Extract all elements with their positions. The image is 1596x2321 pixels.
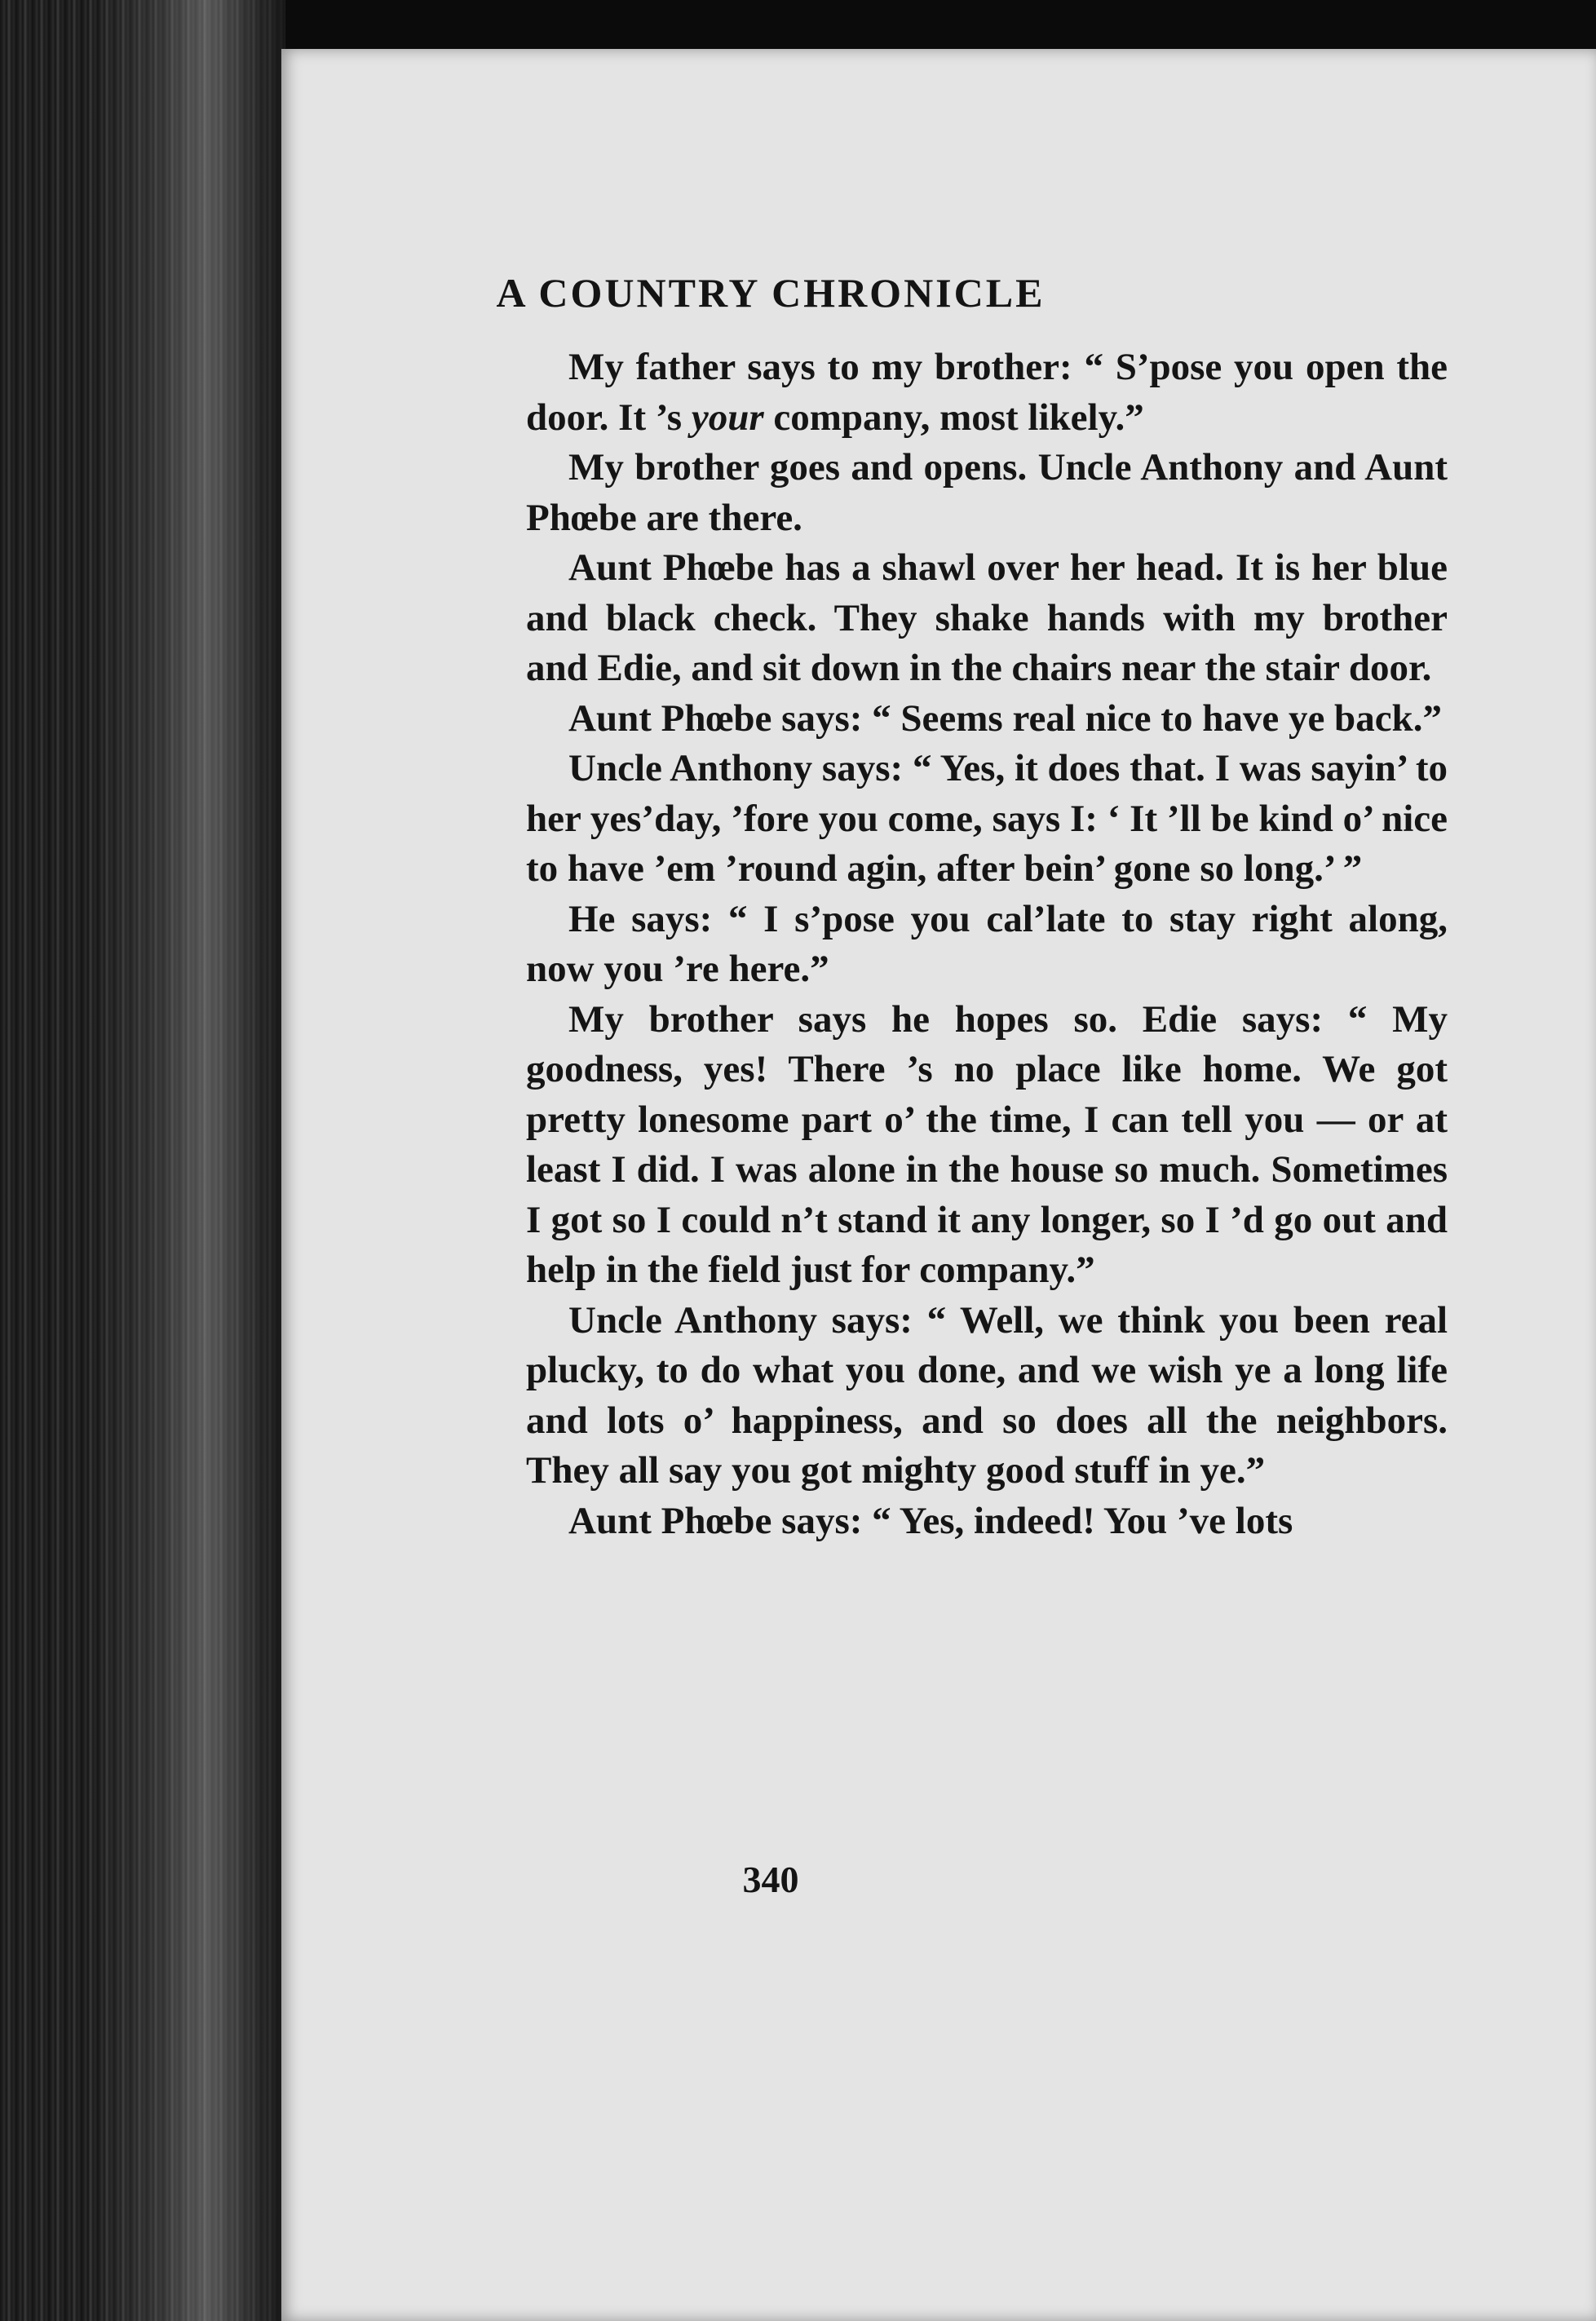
- body-text: [526, 343, 1448, 1546]
- paragraph-3: Aunt Phœbe has a shawl over her head. It is her blue and black check. They shake hands with my brother and Edie, and sit down in the chairs near the stair door.: [526, 546, 1448, 689]
- paragraph-6: He says: “ I s’pose you cal’late to stay right along, now you ’re here.”: [526, 897, 1448, 990]
- paragraph-1-text-after: company, most likely.”: [763, 396, 1144, 439]
- paragraph-7: My brother says he hopes so. Edie says: “ My goodness, yes! There ’s no place like home. We got pretty lonesome part o’ the time, I can tell you — or at least I did. I was alone in the house so much. Sometimes I got so I could n’t stand it any longer, so I ’d go out and help in the field just for company.”: [526, 997, 1448, 1291]
- paragraph-2: My brother goes and opens. Uncle Anthony and Aunt Phœbe are there.: [526, 446, 1448, 539]
- paragraph-5: Uncle Anthony says: “ Yes, it does that. I was sayin’ to her yes’day, ’fore you come, says I: ‘ It ’ll be kind o’ nice to have ’em ’round agin, after bein’ gone so long.’ ”: [526, 747, 1448, 890]
- paragraph-8: Uncle Anthony says: “ Well, we think you been real plucky, to do what you done, and we wish ye a long life and lots o’ happiness, and so does all the neighbors. They all say you got mighty good stuff in ye.”: [526, 1298, 1448, 1492]
- paragraph-1-text-before: My father says to my brother: “ S’pose you open the door. It ’s: [526, 346, 1448, 439]
- paragraph-1: [526, 343, 1448, 443]
- paragraph-9: Aunt Phœbe says: “ Yes, indeed! You ’ve lots: [568, 1499, 1293, 1542]
- running-head: A COUNTRY CHRONICLE: [496, 270, 1046, 316]
- book-edge: [0, 0, 285, 2321]
- book-page: [281, 49, 1596, 2321]
- italic-word: your: [691, 396, 764, 439]
- page-number: 340: [742, 1859, 799, 1900]
- paragraph-4: Aunt Phœbe says: “ Seems real nice to have ye back.”: [568, 696, 1442, 740]
